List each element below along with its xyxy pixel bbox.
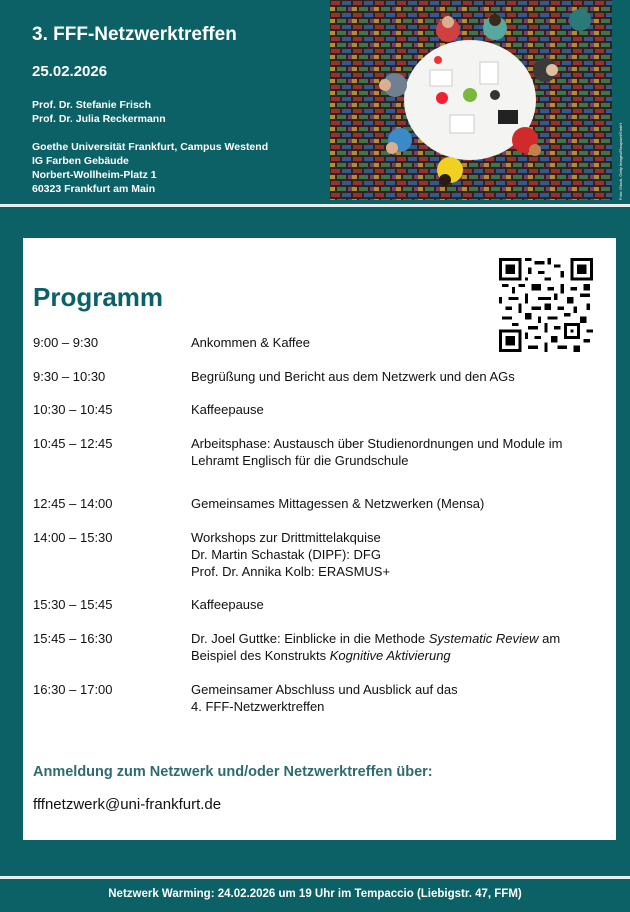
- program-desc: Gemeinsames Mittagessen & Netzwerken (Mensa): [191, 496, 485, 511]
- address-line: Norbert-Wollheim-Platz 1: [32, 169, 157, 181]
- program-card: [23, 238, 616, 840]
- address: [32, 140, 268, 196]
- program-time: 9:30 – 10:30: [33, 369, 106, 384]
- registration-heading: Anmeldung zum Netzwerk und/oder Netzwerktreffen über:: [33, 764, 433, 780]
- event-date: 25.02.2026: [32, 63, 108, 80]
- header-photo: [330, 0, 612, 200]
- divider-bottom: [0, 876, 630, 879]
- program-desc: Dr. Joel Guttke: Einblicke in die Methode Systematic Review am Beispiel des Konstrukts Kognitive Aktivierung: [191, 631, 561, 663]
- address-line: 60323 Frankfurt am Main: [32, 183, 156, 195]
- event-title: 3. FFF-Netzwerktreffen: [32, 24, 237, 45]
- program-desc: Gemeinsamer Abschluss und Ausblick auf das 4. FFF-Netzwerktreffen: [191, 682, 458, 714]
- program-title: Programm: [33, 282, 164, 312]
- program-desc: Arbeitsphase: Austausch über Studienordnungen und Module im Lehramt Englisch für die Grundschule: [191, 436, 563, 468]
- program-desc: Ankommen & Kaffee: [191, 335, 310, 350]
- program-time: 12:45 – 14:00: [33, 496, 113, 511]
- registration-email-link[interactable]: fffnetzwerk@uni-frankfurt.de: [33, 796, 222, 813]
- program-desc: Workshops zur Drittmittelakquise Dr. Martin Schastak (DIPF): DFG Prof. Dr. Annika Kolb: ERASMUS+: [191, 530, 391, 579]
- program-desc: Kaffeepause: [191, 597, 264, 612]
- program-time: 15:30 – 15:45: [33, 597, 113, 612]
- program-time: 10:45 – 12:45: [33, 436, 113, 451]
- program-time: 14:00 – 15:30: [33, 530, 113, 545]
- photo-credit: Foto: iStock, Getty Images/Rawpixel/GmbH: [618, 122, 623, 200]
- program-time: 16:30 – 17:00: [33, 682, 113, 697]
- divider-top: [0, 204, 630, 207]
- organizer: Prof. Dr. Stefanie Frisch: [32, 99, 152, 111]
- program-desc: Kaffeepause: [191, 402, 264, 417]
- organizers: [32, 98, 166, 126]
- program-desc: Begrüßung und Bericht aus dem Netzwerk und den AGs: [191, 369, 515, 384]
- program-time: 9:00 – 9:30: [33, 335, 99, 350]
- header: [0, 0, 630, 200]
- program-time: 10:30 – 10:45: [33, 402, 113, 417]
- address-line: Goethe Universität Frankfurt, Campus Westend: [32, 141, 269, 153]
- footer-text: Netzwerk Warming: 24.02.2026 um 19 Uhr im Tempaccio (Liebigstr. 47, FFM): [108, 888, 522, 900]
- program-time: 15:45 – 16:30: [33, 631, 113, 646]
- organizer: Prof. Dr. Julia Reckermann: [32, 113, 166, 125]
- people-at-table-image: [330, 0, 612, 200]
- address-line: IG Farben Gebäude: [32, 155, 129, 167]
